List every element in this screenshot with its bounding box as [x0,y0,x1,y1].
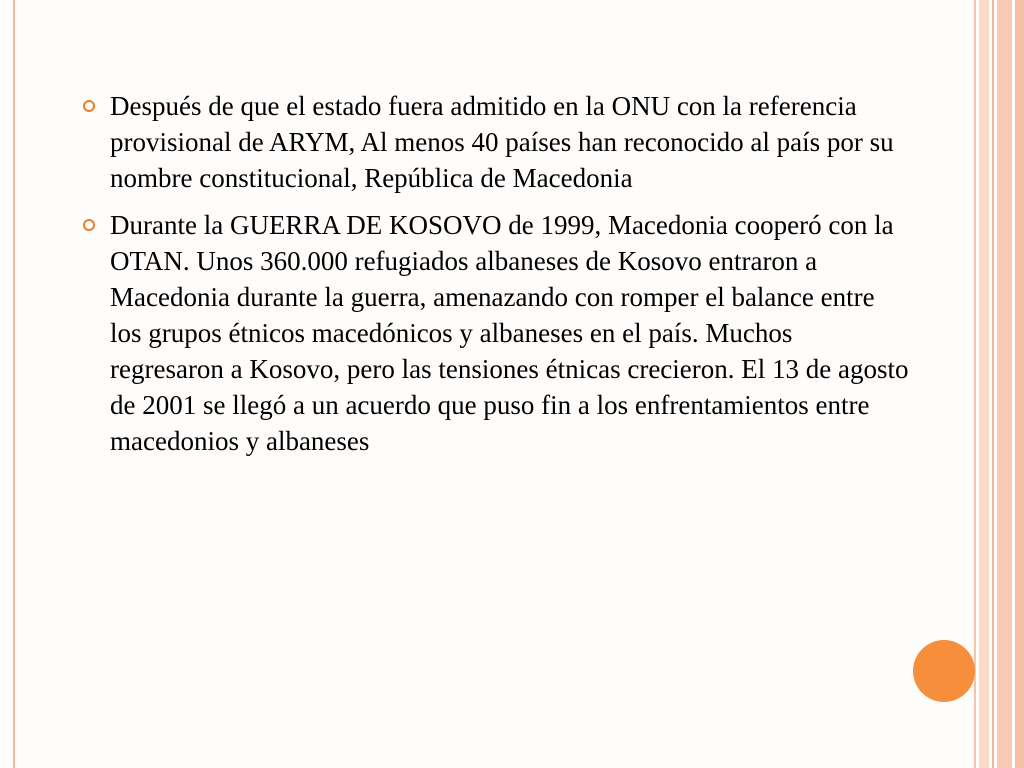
right-decorative-stripes [974,0,1024,768]
orange-circle-decoration [913,640,975,702]
circle-bullet-icon [83,100,95,112]
stripe [974,0,976,768]
bullet-item [80,88,910,196]
stripe [992,0,994,768]
stripe [979,0,989,768]
circle-bullet-icon [83,219,95,231]
bullet-item [80,207,910,459]
bullet-text: Durante la GUERRA DE KOSOVO de 1999, Macedonia cooperó con la OTAN. Unos 360.000 refugiados albaneses de Kosovo entraron a Macedonia durante la guerra, amenazando con romper el balance entre los grupos étnicos macedónicos y albaneses en el país. Muchos regresaron a Kosovo, pero las tensiones étnicas crecieron. El 13 de agosto de 2001 se llegó a un acuerdo que puso fin a los enfrentamientos entre macedonios y albaneses [110,210,909,456]
stripe [997,0,1012,768]
bullet-text: Después de que el estado fuera admitido en la ONU con la referencia provisional de ARYM, Al menos 40 países han reconocido al país por su nombre constitucional, República de Macedonia [110,91,894,193]
left-border-line [13,0,15,768]
slide-content [80,88,910,470]
stripe [1015,0,1024,768]
